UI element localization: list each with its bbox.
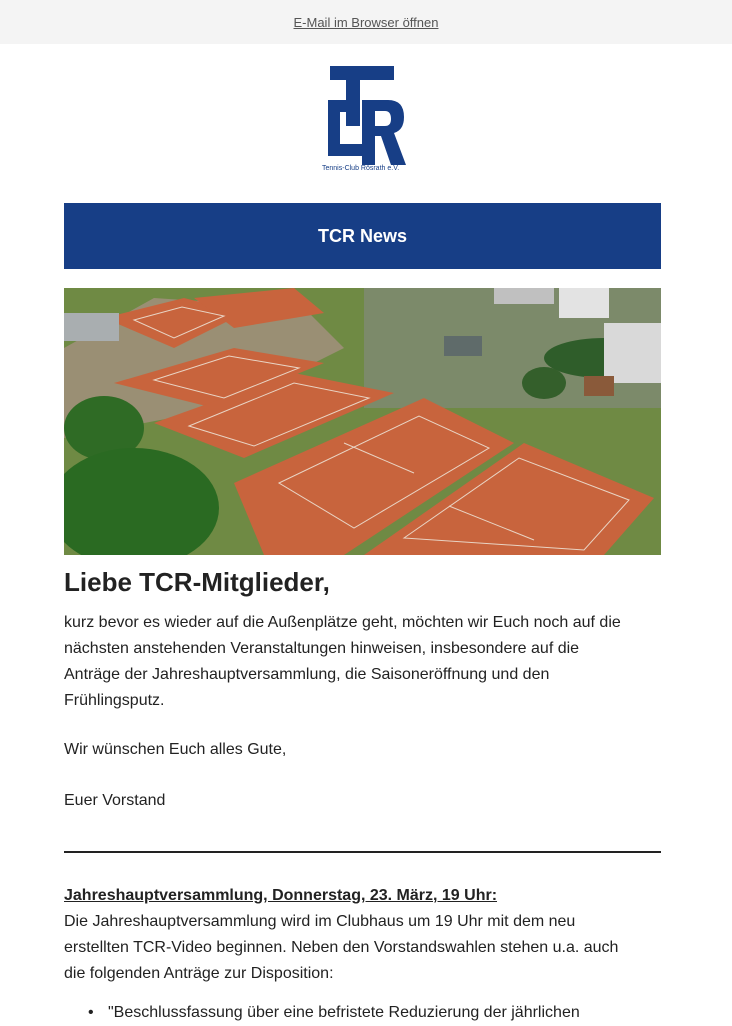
meeting-line-1: Die Jahreshauptversammlung wird im Clubhaus um 19 Uhr mit dem neu [64,913,576,930]
intro-line-3: Anträge der Jahreshauptversammlung, die Saisoneröffnung und den [64,666,550,683]
meeting-line-3: die folgenden Anträge zur Disposition: [64,965,334,982]
browser-link-bar [0,0,732,44]
logo-area [0,44,732,196]
motion-list-item [88,1000,668,1026]
wishes-text: Wir wünschen Euch alles Gute, [64,741,287,758]
logo-ring-text: Tennis-Club Rösrath e.V. [322,165,400,172]
intro-line-1: kurz bevor es wieder auf die Außenplätze geht, möchten wir Euch noch auf die [64,614,621,631]
hero-image [64,288,661,555]
open-in-browser-link[interactable]: E-Mail im Browser öffnen [293,15,439,30]
greeting-heading: Liebe TCR-Mitglieder, [64,567,330,597]
meeting-line-2: erstellten TCR-Video beginnen. Neben den Vorstandswahlen stehen u.a. auch [64,939,619,956]
tennis-courts-aerial-image [64,288,661,555]
intro-line-4: Frühlingsputz. [64,692,165,709]
tcr-logo[interactable] [316,66,406,174]
section-divider [64,851,661,853]
news-banner [64,203,661,269]
banner-title: TCR News [317,225,407,246]
intro-line-2: nächsten anstehenden Veranstaltungen hinweisen, insbesondere auf die [64,640,580,657]
meeting-section-title: Jahreshauptversammlung, Donnerstag, 23. März, 19 Uhr: [64,887,498,904]
bullet-icon: • [88,1004,94,1021]
motion-text: "Beschlussfassung über eine befristete Reduzierung der jährlichen [108,1004,580,1021]
signature-text: Euer Vorstand [64,792,166,809]
